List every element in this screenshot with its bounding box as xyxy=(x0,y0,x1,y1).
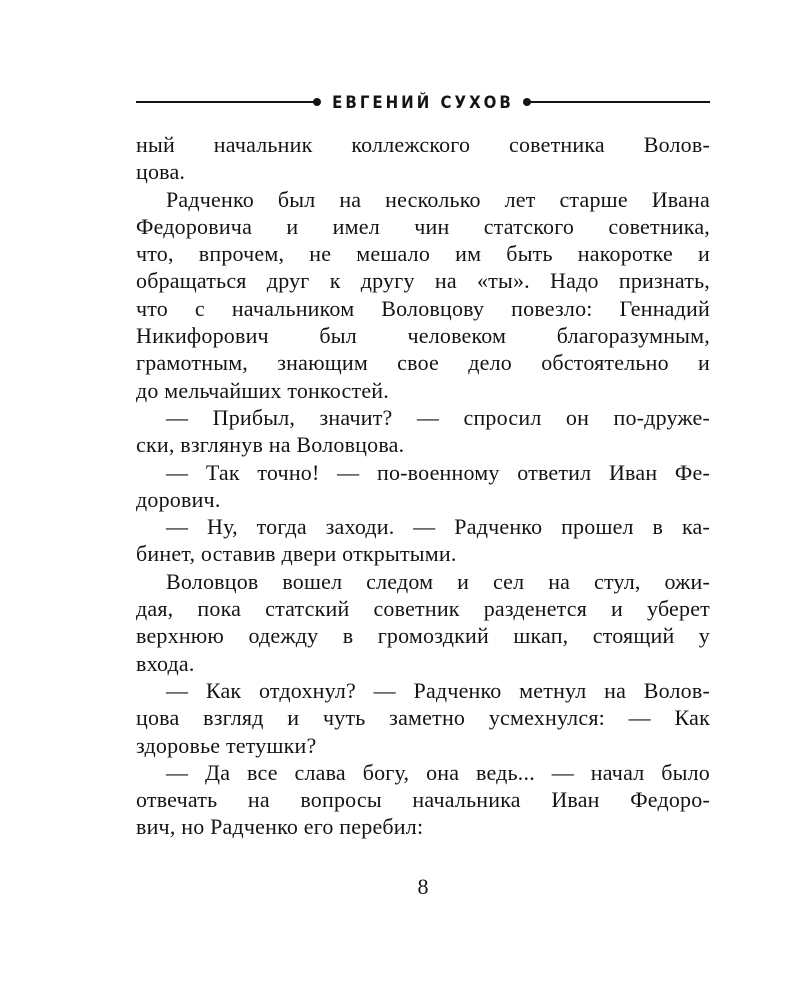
text-line: что, впрочем, не мешало им быть накоротке и xyxy=(136,241,710,267)
text-line: Радченко был на несколько лет старше Ивана xyxy=(166,186,710,212)
text-line: Никифорович был человеком благоразумным, xyxy=(136,323,710,349)
text-line: до мельчайших тонкостей. xyxy=(136,377,389,403)
text-line: бинет, оставив двери открытыми. xyxy=(136,541,457,567)
text-line: дая, пока статский советник разденется и уберет xyxy=(136,596,710,622)
text-line: грамотным, знающим свое дело обстоятельно и xyxy=(136,350,710,376)
header-rule-right xyxy=(528,101,710,103)
text-line: дорович. xyxy=(136,486,221,512)
header-rule-left xyxy=(136,101,314,103)
text-line: — Ну, тогда заходи. — Радченко прошел в ка- xyxy=(166,514,710,540)
text-line: отвечать на вопросы начальника Иван Федоро- xyxy=(136,787,710,813)
text-line: Воловцов вошел следом и сел на стул, ожи- xyxy=(166,568,710,594)
text-line: верхнюю одежду в громоздкий шкап, стоящий у xyxy=(136,623,710,649)
text-line: — Так точно! — по-военному ответил Иван Фе- xyxy=(166,459,710,485)
page-number: 8 xyxy=(417,874,429,899)
text-line: цова взгляд и чуть заметно усмехнулся: — Как xyxy=(136,705,710,731)
text-line: — Как отдохнул? — Радченко метнул на Волов- xyxy=(166,677,710,703)
header-author-name: ЕВГЕНИЙ СУХОВ xyxy=(332,91,514,113)
text-line: обращаться друг к другу на «ты». Надо признать, xyxy=(136,268,710,294)
book-page-text xyxy=(136,131,710,841)
text-line: что с начальником Воловцову повезло: Геннадий xyxy=(136,295,710,321)
running-header xyxy=(136,91,710,113)
text-line: — Да все слава богу, она ведь... — начал было xyxy=(166,759,710,785)
text-line: здоровье тетушки? xyxy=(136,732,317,758)
text-line: цова. xyxy=(136,159,186,185)
text-line: вич, но Радченко его перебил: xyxy=(136,814,424,840)
text-line: ный начальник коллежского советника Волов- xyxy=(136,132,710,157)
header-bullet-left xyxy=(313,98,321,106)
text-line: ски, взглянув на Воловцова. xyxy=(136,432,405,458)
text-line: Федоровича и имел чин статского советника, xyxy=(136,213,710,239)
text-line: — Прибыл, значит? — спросил он по-друже- xyxy=(166,404,710,430)
text-line: входа. xyxy=(136,650,195,676)
